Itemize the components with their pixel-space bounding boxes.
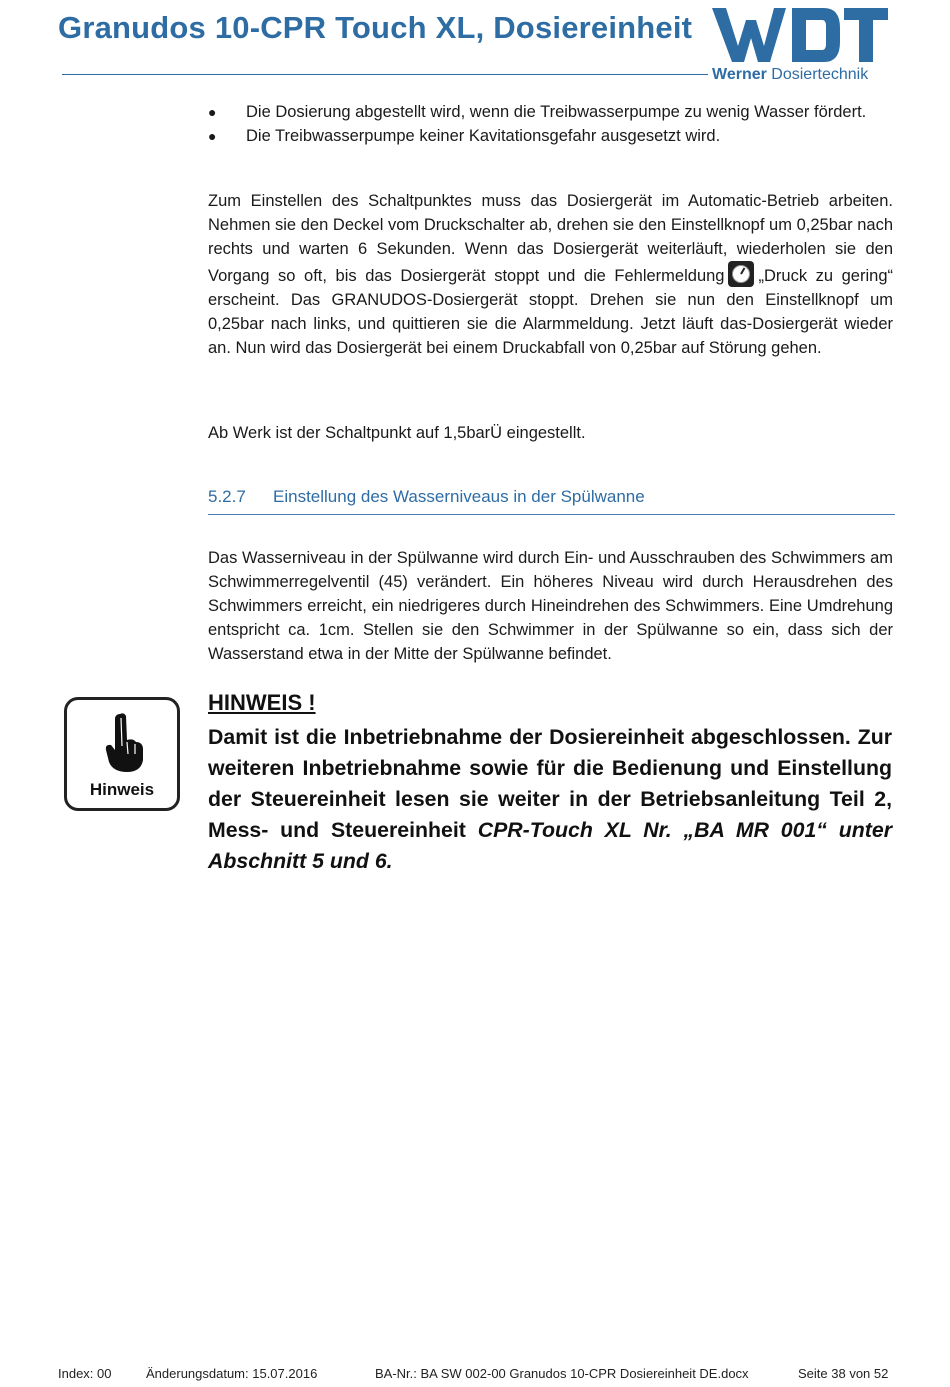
footer-date: Änderungsdatum: 15.07.2016 <box>146 1366 318 1381</box>
bullet-text: Die Treibwasserpumpe keiner Kavitationsgefahr ausgesetzt wird. <box>246 127 721 145</box>
paragraph-factory-setting <box>208 421 893 445</box>
pointing-hand-icon <box>103 712 145 774</box>
paragraph-text: Zum Einstellen des Schaltpunktes muss das Dosiergerät im Automatic-Betrieb arbeiten. Nehmen sie den Deckel vom Druckschalter ab, drehen sie den Einstellknopf um 0,25bar nach rechts und warten 6 Sekunden. Wenn das Dosiergerät weiterläuft, wiederholen sie den Vorgang so oft, bis das Dosiergerät stoppt und die Fehlermeldung <box>208 192 893 285</box>
document-title: Granudos 10-CPR Touch XL, Dosiereinheit <box>58 10 693 45</box>
bullet-list <box>208 101 893 149</box>
bullet-icon: ● <box>208 104 217 120</box>
header-rule <box>62 74 708 75</box>
footer-ba-number: BA-Nr.: BA SW 002-00 Granudos 10-CPR Dosiereinheit DE.docx <box>375 1366 749 1381</box>
list-item <box>208 101 893 123</box>
section-heading <box>208 487 895 515</box>
bullet-text: Die Dosierung abgestellt wird, wenn die Treibwasserpumpe zu wenig Wasser fördert. <box>246 103 867 121</box>
list-item <box>208 125 893 147</box>
wdt-logo <box>712 6 888 66</box>
logo-subtitle <box>712 66 868 84</box>
note-title: HINWEIS ! <box>208 690 316 715</box>
pressure-gauge-icon <box>728 261 754 287</box>
paragraph-text: Ab Werk ist der Schaltpunkt auf 1,5barÜ eingestellt. <box>208 424 586 442</box>
paragraph-text: Das Wasserniveau in der Spülwanne wird durch Ein- und Ausschrauben des Schwimmers am Schwimmerregelventil (45) verändert. Ein höheres Niveau wird durch Herausdrehen des Schwimmers erreicht, ein niedrigeres durch Hineindrehen des Schwimmers. Eine Umdrehung entspricht ca. 1cm. Stellen sie den Schwimmer in der Spülwanne so ein, dass sich der Wasserstand etwa in der Mitte der Spülwanne befindet. <box>208 549 893 663</box>
footer-page-number: Seite 38 von 52 <box>798 1366 889 1381</box>
logo-subtitle-rest: Dosiertechnik <box>766 66 869 83</box>
hinweis-label: Hinweis <box>89 780 155 799</box>
paragraph-switchpoint <box>208 189 893 360</box>
paragraph-water-level <box>208 546 893 666</box>
paragraph-text: „Druck zu gering“ erscheint. Das GRANUDOS-Dosiergerät stoppt. Drehen sie nun den Einstellknopf um 0,25bar nach links, und quittieren sie die Alarmmeldung. Jetzt läuft das-Dosiergerät wieder an. Nun wird das Dosiergerät bei einem Druckabfall von 0,25bar auf Störung gehen. <box>208 267 893 357</box>
note-text <box>208 722 892 877</box>
section-number: 5.2.7 <box>208 487 246 506</box>
hinweis-icon <box>64 697 180 811</box>
page-footer <box>0 1366 950 1386</box>
section-title: Einstellung des Wasserniveaus in der Spülwanne <box>273 487 645 506</box>
note-text-italic: CPR-Touch XL Nr. „BA MR 001“ unter Abschnitt 5 und 6. <box>208 818 892 873</box>
note-text-plain: Damit ist die Inbetriebnahme der Dosiereinheit abgeschlossen. Zur weiteren Inbetriebnahme sowie für die Bedienung und Einstellung der Steuereinheit lesen sie weiter in der Betriebsanleitung Teil 2, Mess- und Steuereinheit <box>208 725 892 842</box>
footer-index: Index: 00 <box>58 1366 112 1381</box>
bullet-icon: ● <box>208 128 217 144</box>
logo-subtitle-bold: Werner <box>712 66 767 83</box>
